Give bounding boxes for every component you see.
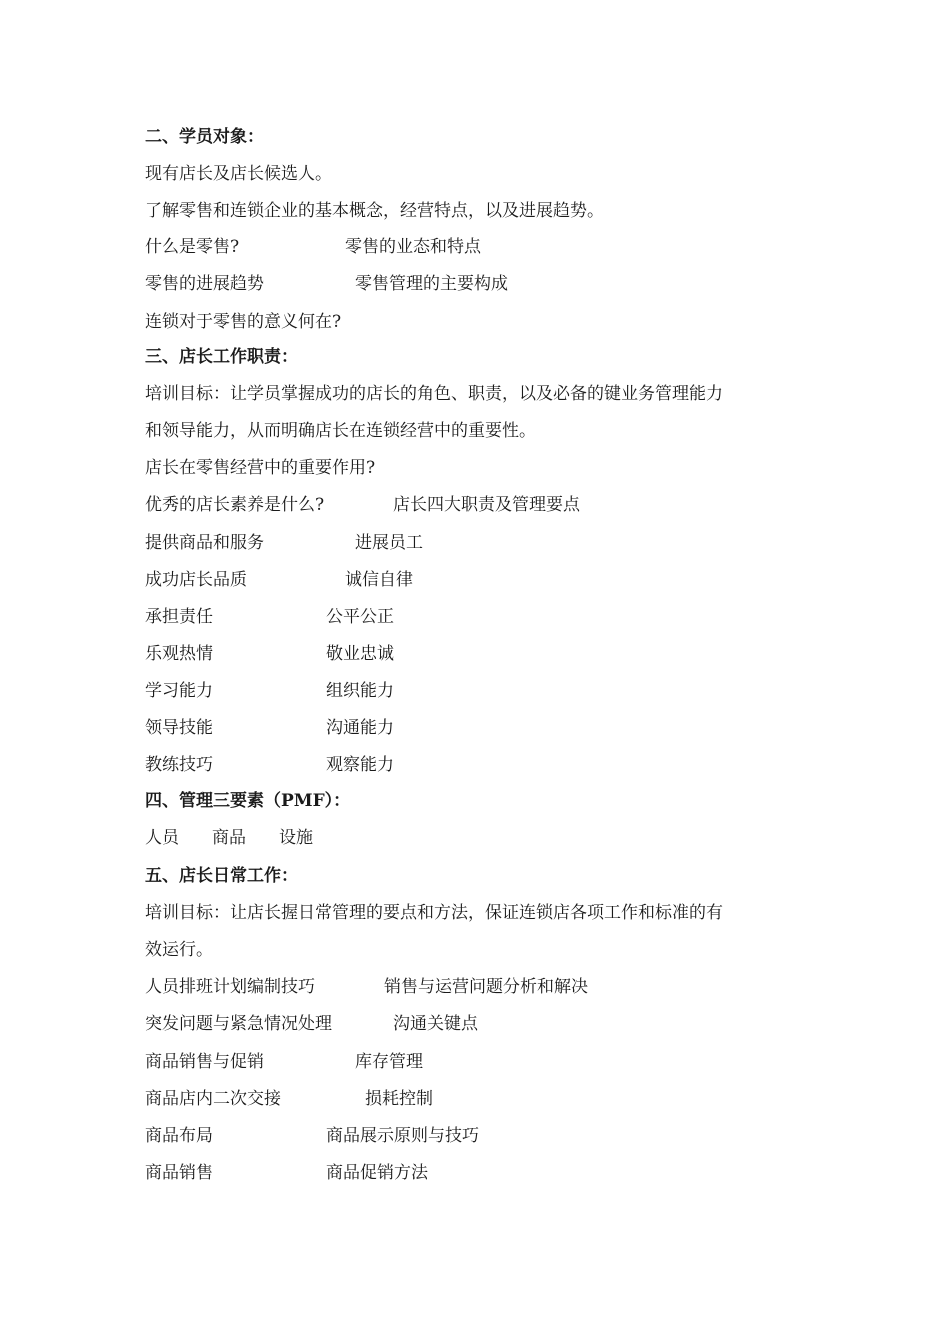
pmf-items-row	[145, 828, 313, 848]
topic-row	[145, 237, 481, 257]
pair-row	[145, 1163, 428, 1183]
pair-left: 提供商品和服务	[145, 533, 264, 553]
section-heading: 五、店长日常工作：	[145, 866, 298, 886]
pair-left: 优秀的店长素养是什么?	[145, 495, 325, 515]
pair-right: 沟通关键点	[393, 1014, 478, 1034]
pair-left: 教练技巧	[145, 755, 213, 775]
pair-left: 商品布局	[145, 1126, 213, 1146]
pair-right: 销售与运营问题分析和解决	[384, 977, 588, 997]
pair-right: 公平公正	[326, 607, 394, 627]
paragraph: 现有店长及店长候选人。	[145, 164, 332, 184]
pair-left: 人员排班计划编制技巧	[145, 977, 315, 997]
pair-left: 商品店内二次交接	[145, 1089, 281, 1109]
pair-row	[145, 681, 394, 701]
pair-left: 乐观热情	[145, 644, 213, 664]
pair-row	[145, 1052, 423, 1072]
paragraph: 效运行。	[145, 940, 213, 960]
pair-row	[145, 607, 394, 627]
pair-row	[145, 1126, 479, 1146]
pair-right: 观察能力	[326, 755, 394, 775]
pair-row	[145, 495, 580, 515]
pair-right: 商品展示原则与技巧	[326, 1126, 479, 1146]
pair-row	[145, 644, 394, 664]
paragraph: 培训目标：让学员掌握成功的店长的角色、职责，以及必备的键业务管理能力	[145, 384, 723, 404]
topic-right: 零售管理的主要构成	[355, 274, 508, 294]
paragraph: 培训目标：让店长握日常管理的要点和方法，保证连锁店各项工作和标准的有	[145, 903, 723, 923]
pair-right: 库存管理	[355, 1052, 423, 1072]
paragraph: 和领导能力，从而明确店长在连锁经营中的重要性。	[145, 421, 536, 441]
paragraph: 了解零售和连锁企业的基本概念，经营特点，以及进展趋势。	[145, 201, 604, 221]
pair-row	[145, 718, 394, 738]
pair-right: 敬业忠诚	[326, 644, 394, 664]
pair-left: 突发问题与紧急情况处理	[145, 1014, 332, 1034]
topic-row	[145, 274, 508, 294]
pair-left: 领导技能	[145, 718, 213, 738]
pair-right: 损耗控制	[365, 1089, 433, 1109]
pair-left: 承担责任	[145, 607, 213, 627]
pair-right: 沟通能力	[326, 718, 394, 738]
paragraph: 店长在零售经营中的重要作用?	[145, 458, 376, 478]
pair-right: 组织能力	[326, 681, 394, 701]
pair-left: 商品销售与促销	[145, 1052, 264, 1072]
section-heading: 二、学员对象：	[145, 127, 264, 147]
pair-left: 商品销售	[145, 1163, 213, 1183]
paragraph: 连锁对于零售的意义何在?	[145, 312, 342, 332]
pmf-item: 商品	[212, 828, 246, 848]
topic-right: 零售的业态和特点	[345, 237, 481, 257]
section-heading: 四、管理三要素（PMF）：	[145, 791, 351, 811]
pair-right: 进展员工	[355, 533, 423, 553]
pair-row	[145, 533, 423, 553]
pair-right: 商品促销方法	[326, 1163, 428, 1183]
pair-left: 学习能力	[145, 681, 213, 701]
section-heading: 三、店长工作职责：	[145, 347, 298, 367]
pair-row	[145, 755, 394, 775]
topic-left: 零售的进展趋势	[145, 274, 264, 294]
pair-row	[145, 1014, 478, 1034]
pair-right: 店长四大职责及管理要点	[393, 495, 580, 515]
pair-row	[145, 977, 588, 997]
topic-left: 什么是零售?	[145, 237, 240, 257]
pmf-item: 人员	[145, 828, 179, 848]
pmf-item: 设施	[279, 828, 313, 848]
pair-row	[145, 1089, 433, 1109]
pair-left: 成功店长品质	[145, 570, 247, 590]
pair-right: 诚信自律	[345, 570, 413, 590]
pair-row	[145, 570, 413, 590]
